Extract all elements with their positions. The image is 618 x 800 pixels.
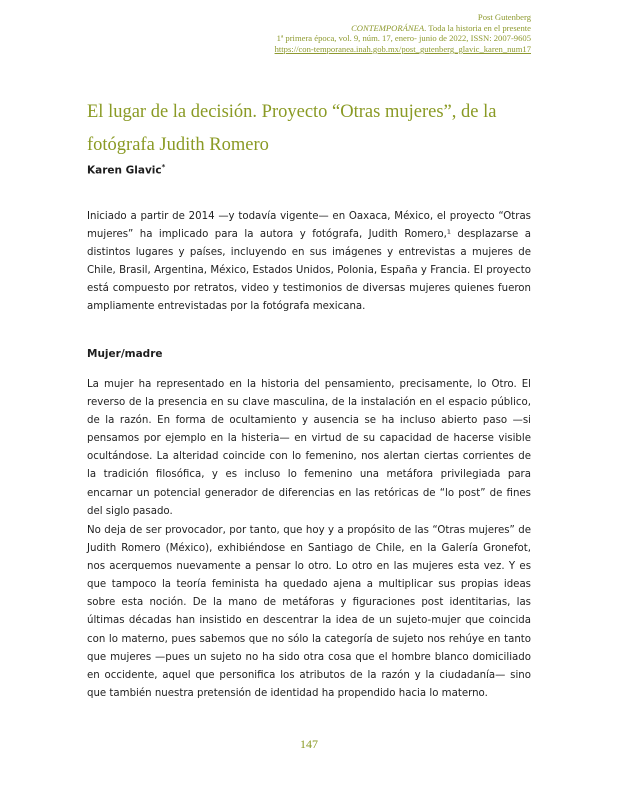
journal-name: CONTEMPORÁNEA bbox=[351, 22, 425, 33]
author-name: Karen Glavic bbox=[87, 164, 162, 177]
running-header bbox=[275, 12, 531, 54]
journal-tagline: . Toda la historia en el presente bbox=[424, 22, 531, 33]
page-number: 147 bbox=[300, 737, 318, 751]
article-title: El lugar de la decisión. Proyecto “Otras mujeres”, de la fotógrafa Judith Romero bbox=[87, 102, 497, 155]
section-heading: Mujer/madre bbox=[87, 348, 163, 360]
intro-paragraph: Iniciado a partir de 2014 —y todavía vigente— en Oaxaca, México, el proyecto “Otras mujeres” ha implicado para la autora y fotógrafa, Judith Romero,¹ desplazarse a distintos lugares y países, incluyendo en sus imágenes y entrevistas a mujeres de Chile, Brasil, Argentina, México, Estados Unidos, Polonia, España y Francia. El proyecto está compuesto por retratos, video y testimonios de diversas mujeres quienes fueron ampliamente entrevistadas por la fotógrafa mexicana. bbox=[87, 211, 531, 313]
header-url-link[interactable]: https://con-temporanea.inah.gob.mx/post_gutenberg_glavic_karen_num17 bbox=[274, 43, 531, 54]
article-author bbox=[87, 163, 165, 177]
body-paragraph-2: La mujer ha representado en la historia del pensamiento, precisamente, lo Otro. El reverso de la presencia en su clave masculina, de la instalación en el espacio público, de la razón. En forma de ocultamiento y ausencia se ha incluso abierto paso —si pensamos por ejemplo en la histeria— en virtud de su capacidad de hacerse visible ocultándose. La alteridad coincide con lo femenino, nos alertan ciertas corrientes de la tradición filosófica, y es incluso lo femenino una metáfora privilegiada para encarnar un potencial generador de diferencias en las retóricas de “lo post” de fines del siglo pasado. bbox=[87, 379, 531, 517]
header-journal-line bbox=[275, 23, 531, 34]
body-paragraph-3: No deja de ser provocador, por tanto, que hoy y a propósito de las “Otras mujeres” de Judith Romero (México), exhibiéndose en Santiago de Chile, en la Galería Gronefot, nos acerquemos nuevamente a pensar lo otro. Lo otro en las mujeres esta vez. Y es que tampoco la teoría feminista ha quedado ajena a multiplicar sus propias ideas sobre esta noción. De la mano de metáforas y figuraciones post identitarias, las últimas décadas han insistido en descentrar la idea de un sujeto-mujer que coincida con lo materno, pues sabemos que no sólo la categoría de sujeto nos rehúye en tanto que mujeres —pues un sujeto no ha sido otra cosa que el hombre blanco domiciliado en occidente, aquel que personifica los atributos de la razón y la ciudadanía— sino que también nuestra pretensión de identidad ha propendido hacia lo materno. bbox=[87, 525, 531, 699]
author-footnote-mark[interactable]: * bbox=[161, 163, 166, 171]
header-section-name: Post Gutenberg bbox=[477, 12, 531, 22]
header-issue-info: 1ª primera época, vol. 9, núm. 17, enero- junio de 2022, ISSN: 2007-9605 bbox=[276, 33, 531, 44]
